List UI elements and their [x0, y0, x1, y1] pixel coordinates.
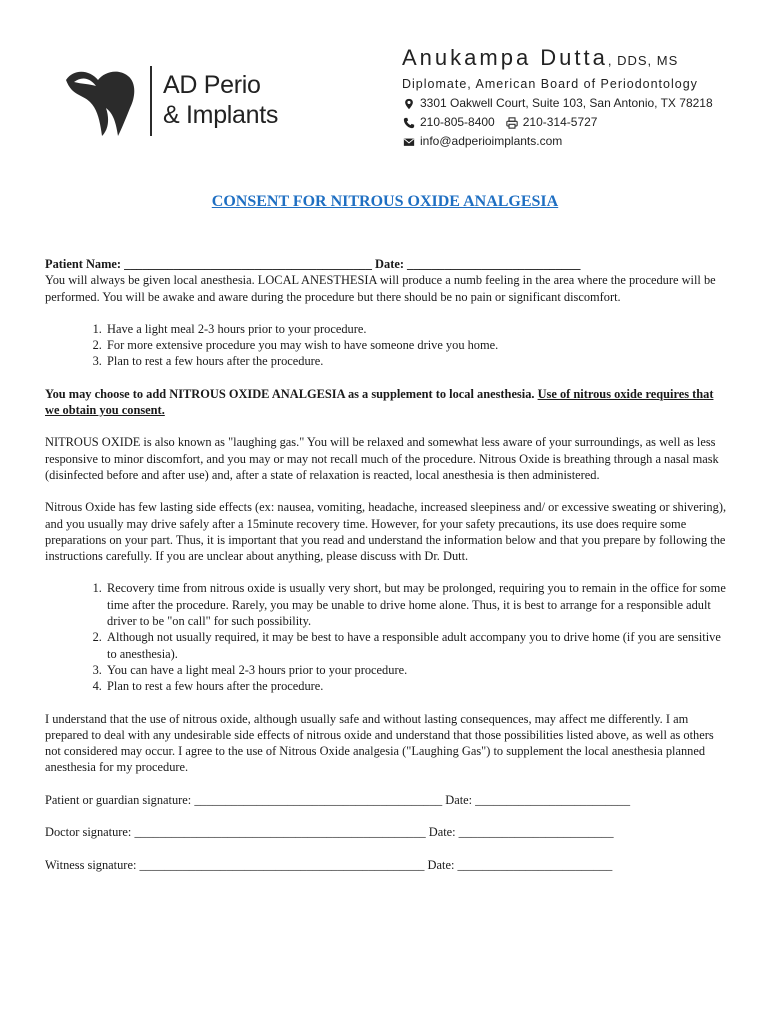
doctor-signature-line[interactable]: Doctor signature: _______________________________________________ Date: _________________________ — [45, 825, 614, 840]
phone-icon — [402, 117, 416, 129]
document-title: CONSENT FOR NITROUS OXIDE ANALGESIA — [211, 193, 559, 210]
instructions-list — [45, 580, 729, 694]
witness-signature-line[interactable]: Witness signature: ______________________________________________ Date: _________________________ — [45, 857, 613, 872]
letterhead — [0, 0, 770, 160]
patient-signature-line[interactable]: Patient or guardian signature: ________________________________________ Date: _________________________ — [45, 792, 631, 807]
preparation-list — [45, 321, 729, 370]
doctor-name: Anukampa Dutta — [402, 45, 608, 70]
logo-line-1: AD Perio — [163, 71, 261, 99]
understanding-paragraph: I understand that the use of nitrous oxide, although usually safe and without lasting consequences, may affect me differently. I am prepared to deal with any undesirable side effects of nitrous oxide and understand that those possibilities listed above, as well as others not considered may occur. I agree to the use of Nitrous Oxide analgesia ("Laughing Gas") to supplement the local anesthesia planned anesthesia for my procedure. — [45, 711, 714, 775]
list-item: 1. Have a light meal 2-3 hours prior to your procedure. — [105, 321, 729, 337]
location-pin-icon — [402, 98, 416, 110]
consent-body — [45, 256, 729, 890]
doctor-title: Diplomate, American Board of Periodontology — [402, 77, 698, 91]
patient-name-date-line[interactable]: Patient Name: ________________________________________ Date: ____________________________ — [45, 257, 581, 271]
email-line — [402, 132, 762, 151]
list-item: 3. Plan to rest a few hours after the procedure. — [105, 353, 729, 369]
intro-paragraph: You will always be given local anesthesia. LOCAL ANESTHESIA will produce a numb feeling in the area where the procedure will be performed. You will be awake and aware during the procedure but there should be no pain or significant discomfort. — [45, 273, 716, 304]
phone-text: 210-805-8400 — [420, 115, 495, 129]
fax-text: 210-314-5727 — [522, 115, 598, 129]
address-text: 3301 Oakwell Court, Suite 103, San Antonio, TX 78218 — [420, 96, 713, 110]
signature-section — [45, 792, 729, 873]
list-item: 2. For more extensive procedure you may wish to have someone drive you home. — [105, 337, 729, 353]
fax-icon — [505, 117, 519, 129]
doctor-credentials: , DDS, MS — [607, 53, 679, 68]
list-item: 4. Plan to rest a few hours after the procedure. — [105, 678, 729, 694]
logo-line-2: & Implants — [163, 101, 279, 129]
consent-notice — [45, 386, 729, 419]
list-item: 3. You can have a light meal 2-3 hours prior to your procedure. — [105, 662, 729, 678]
email-text: info@adperioimplants.com — [420, 134, 563, 148]
side-effects-paragraph: Nitrous Oxide has few lasting side effects (ex: nausea, vomiting, headache, increased sleepiness and/ or excessive sweating or shivering), and you usually may drive safely after a 15minute recovery time. However, for your safety precautions, its use does require some preparations on your part. Thus, it is important that you read and understand the information below and that you prepare by following the instructions carefully. If you are unclear about anything, please discuss with Dr. Dutt. — [45, 500, 727, 564]
logo-divider — [150, 66, 152, 136]
envelope-icon — [402, 136, 416, 148]
list-item: 1. Recovery time from nitrous oxide is usually very short, but may be prolonged, requiring you to remain in the office for some time after the procedure. Rarely, you may be unable to drive home alone. Thus, it is best to arrange for a responsible adult driver to be "on call" for such possibility. — [105, 580, 729, 629]
doctor-block — [402, 44, 762, 151]
list-item: 2. Although not usually required, it may be best to have a responsible adult accompany you to drive home (if you are sensitive to anesthesia). — [105, 629, 729, 662]
practice-logo-text — [163, 70, 278, 130]
tooth-logo-icon — [60, 66, 142, 138]
consent-required-text: Use of nitrous oxide requires that we obtain you consent. — [45, 386, 714, 418]
address-line — [402, 94, 762, 113]
consent-notice-text: You may choose to add NITROUS OXIDE ANALGESIA as a supplement to local anesthesia. — [45, 386, 538, 401]
laughing-gas-paragraph: NITROUS OXIDE is also known as "laughing gas." You will be relaxed and somewhat less aware of your surroundings, as well as less responsive to minor discomfort, and you may or may not recall much of the procedure. Nitrous Oxide is breathing through a nasal mask (disinfected before and after use) and, after a state of relaxation is reacted, local anesthesia is then administered. — [45, 435, 719, 482]
phone-line — [402, 113, 762, 132]
